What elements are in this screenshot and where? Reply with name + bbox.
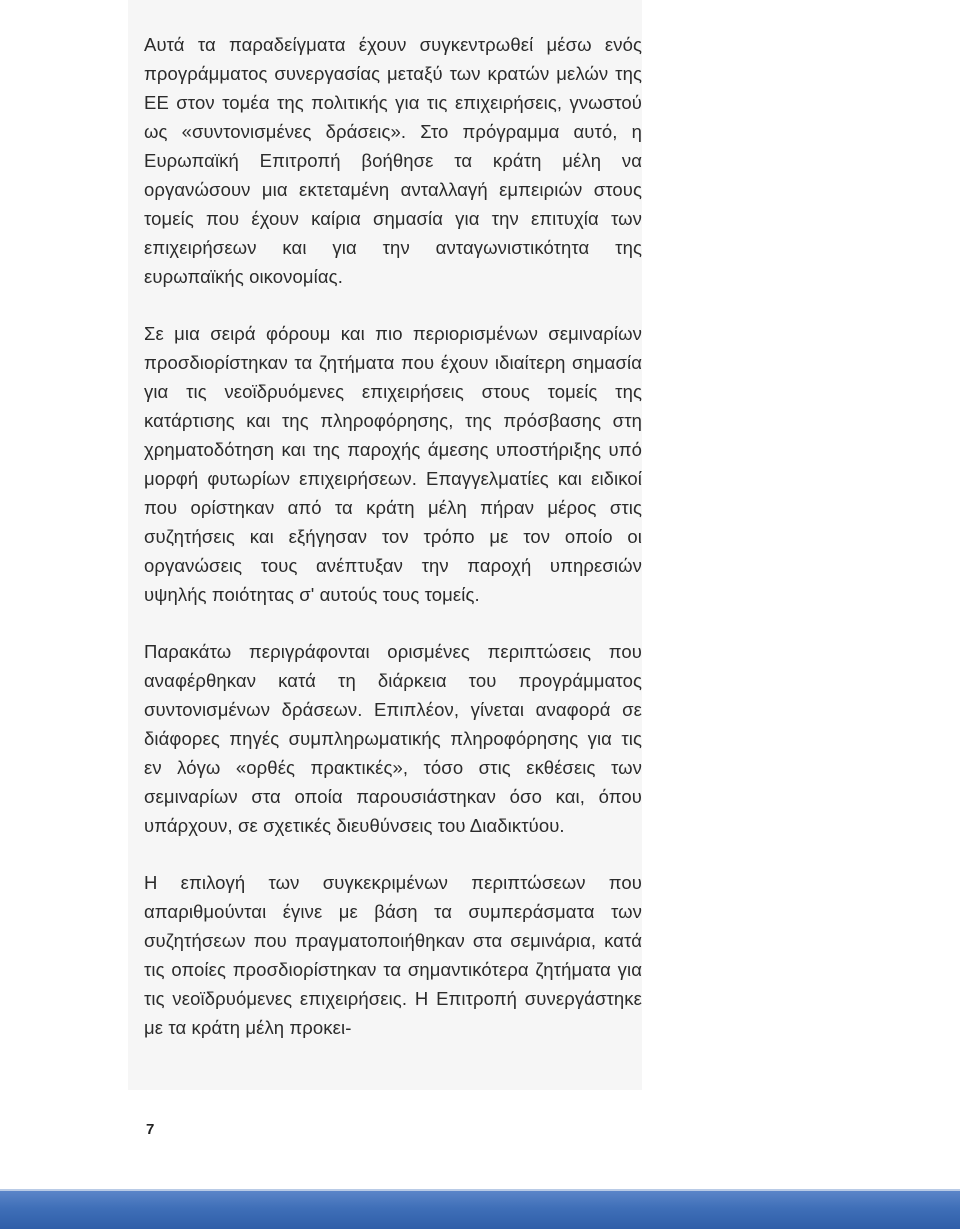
paragraph-3: Παρακάτω περιγράφονται ορισμένες περιπτώσεις που αναφέρθηκαν κατά τη διάρκεια του προγράμματος συντονισμένων δράσεων. Επιπλέον, γίνεται αναφορά σε διάφορες πηγές συμπληρωματικής πληροφόρησης για τις εν λόγω «ορθές πρακτικές», τόσο στις εκθέσεις των σεμιναρίων στα οποία παρουσιάστηκαν όσο και, όπου υπάρχουν, σε σχετικές διευθύνσεις του Διαδικτύου.	[144, 641, 642, 836]
footer-color-band	[0, 1191, 960, 1229]
paragraph-4: Η επιλογή των συγκεκριμένων περιπτώσεων που απαριθμούνται έγινε με βάση τα συμπεράσματα των συζητήσεων που πραγματοποιήθηκαν στα σεμινάρια, κατά τις οποίες προσδιορίστηκαν τα σημαντικότερα ζητήματα για τις νεοϊδρυόμενες επιχειρήσεις. Η Επιτροπή συνεργάστηκε με τα κράτη μέλη προκει-	[144, 872, 642, 1038]
paragraph-2: Σε μια σειρά φόρουμ και πιο περιορισμένων σεμιναρίων προσδιορίστηκαν τα ζητήματα που έχουν ιδιαίτερη σημασία για τις νεοϊδρυόμενες επιχειρήσεις στους τομείς της κατάρτισης και της πληροφόρησης, της πρόσβασης στη χρηματοδότηση και της παροχής άμεσης υποστήριξης υπό μορφή φυτωρίων επιχειρήσεων. Επαγγελματίες και ειδικοί που ορίστηκαν από τα κράτη μέλη πήραν μέρος στις συζητήσεις και εξήγησαν τον τρόπο με τον οποίο οι οργανώσεις τους ανέπτυξαν την παροχή υπηρεσιών υψηλής ποιότητας σ' αυτούς τους τομείς.	[144, 323, 642, 605]
body-text-column	[144, 30, 642, 1070]
paragraph-1: Αυτά τα παραδείγματα έχουν συγκεντρωθεί μέσω ενός προγράμματος συνεργασίας μεταξύ των κρατών μελών της ΕΕ στον τομέα της πολιτικής για τις επιχειρήσεις, γνωστού ως «συντονισμένες δράσεις». Στο πρόγραμμα αυτό, η Ευρωπαϊκή Επιτροπή βοήθησε τα κράτη μέλη να οργανώσουν μια εκτεταμένη ανταλλαγή εμπειριών στους τομείς που έχουν καίρια σημασία για την επιτυχία των επιχειρήσεων και για την ανταγωνιστικότητα της ευρωπαϊκής οικονομίας.	[144, 34, 642, 287]
page-number: 7	[146, 1121, 155, 1138]
